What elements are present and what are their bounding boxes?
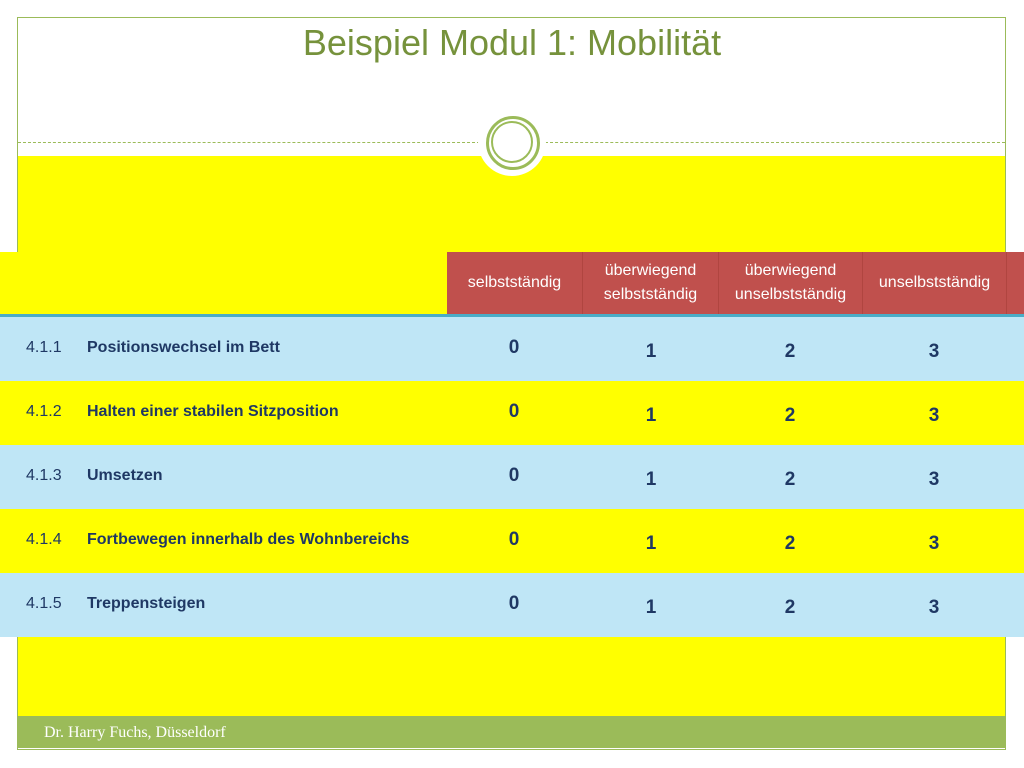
score-3: 3 xyxy=(928,405,940,426)
score-0: 0 xyxy=(508,529,520,550)
table-row xyxy=(0,445,1024,509)
header-cell-selbststaendig: selbstständig xyxy=(447,252,583,314)
row-label: Umsetzen xyxy=(87,467,163,484)
score-2: 2 xyxy=(784,469,796,490)
score-1: 1 xyxy=(645,533,657,554)
table-row xyxy=(0,509,1024,573)
row-number: 4.1.3 xyxy=(26,467,62,484)
header-cell-edge xyxy=(1007,252,1024,314)
row-number: 4.1.4 xyxy=(26,531,62,548)
row-number: 4.1.1 xyxy=(26,339,62,356)
score-3: 3 xyxy=(928,533,940,554)
score-0: 0 xyxy=(508,593,520,614)
score-1: 1 xyxy=(645,469,657,490)
score-3: 3 xyxy=(928,469,940,490)
ornament-inner-ring xyxy=(491,121,533,163)
table-row xyxy=(0,381,1024,445)
score-2: 2 xyxy=(784,533,796,554)
row-label: Halten einer stabilen Sitzposition xyxy=(87,403,339,420)
score-1: 1 xyxy=(645,597,657,618)
score-2: 2 xyxy=(784,405,796,426)
score-0: 0 xyxy=(508,337,520,358)
row-number: 4.1.2 xyxy=(26,403,62,420)
score-3: 3 xyxy=(928,597,940,618)
score-1: 1 xyxy=(645,341,657,362)
header-cell-unselbststaendig: unselbstständig xyxy=(863,252,1007,314)
row-label: Fortbewegen innerhalb des Wohnbereichs xyxy=(87,531,410,548)
header-cell-ueberwiegend-unselbststaendig: überwiegend unselbstständig xyxy=(719,252,863,314)
header-cell-ueberwiegend-selbststaendig: überwiegend selbstständig xyxy=(583,252,719,314)
title-divider-right xyxy=(545,142,1005,143)
footer-author: Dr. Harry Fuchs, Düsseldorf xyxy=(44,724,226,741)
slide-title: Beispiel Modul 1: Mobilität xyxy=(302,22,722,63)
circle-ornament-icon xyxy=(478,108,546,176)
score-2: 2 xyxy=(784,341,796,362)
row-number: 4.1.5 xyxy=(26,595,62,612)
table-row xyxy=(0,317,1024,381)
title-divider-left xyxy=(18,142,480,143)
score-0: 0 xyxy=(508,401,520,422)
row-label: Positionswechsel im Bett xyxy=(87,339,280,356)
score-0: 0 xyxy=(508,465,520,486)
score-3: 3 xyxy=(928,341,940,362)
slide-footer xyxy=(18,716,1005,748)
row-label: Treppensteigen xyxy=(87,595,206,612)
table-row xyxy=(0,573,1024,637)
score-2: 2 xyxy=(784,597,796,618)
score-1: 1 xyxy=(645,405,657,426)
